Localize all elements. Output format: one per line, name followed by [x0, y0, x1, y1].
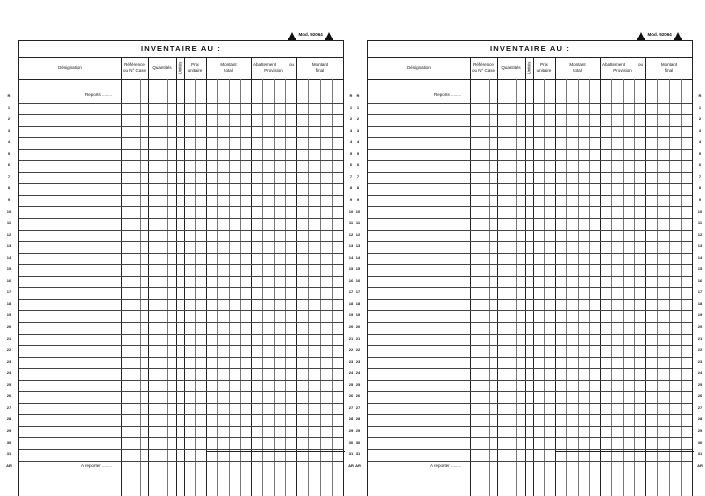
row-number-right: 9 — [698, 196, 702, 202]
row-number-right: 10 — [697, 208, 703, 214]
row-number-right: 5 — [349, 150, 353, 156]
totals-boxes — [555, 451, 694, 458]
row-number-right: 14 — [697, 254, 703, 260]
row-number-right: 23 — [348, 358, 354, 364]
row-number-right: 23 — [697, 358, 703, 364]
row-number-right: 29 — [348, 427, 354, 433]
ledger-page-left — [6, 0, 364, 496]
row-number-right: 30 — [348, 439, 354, 445]
row-number-right: 27 — [697, 404, 703, 410]
row-number-left: 19 — [6, 312, 12, 318]
table-row[interactable] — [368, 208, 692, 220]
table-row[interactable] — [19, 369, 343, 381]
row-number-left: 15 — [355, 266, 361, 272]
row-number-right: 12 — [697, 231, 703, 237]
binder-hole-icon — [289, 32, 295, 38]
table-row[interactable] — [19, 184, 343, 196]
row-number-right: 8 — [698, 185, 702, 191]
table-row[interactable] — [368, 173, 692, 185]
row-number-right: 16 — [697, 277, 703, 283]
row-number-left: 18 — [6, 300, 12, 306]
row-number-right: 1 — [698, 104, 702, 110]
row-number-left: 22 — [6, 347, 12, 353]
table-row[interactable] — [368, 415, 692, 427]
table-row[interactable] — [19, 138, 343, 150]
row-number-right: 5 — [698, 150, 702, 156]
row-number-right: 14 — [348, 254, 354, 260]
row-number-right: 19 — [348, 312, 354, 318]
row-number-right: 9 — [349, 196, 353, 202]
binder-hole-icon — [326, 32, 332, 38]
row-number-right: 20 — [348, 324, 354, 329]
header-unit: Unités — [526, 61, 532, 75]
table-row[interactable] — [19, 300, 343, 312]
table-row[interactable] — [368, 439, 692, 451]
table-row[interactable] — [368, 231, 692, 243]
header-designation: Désignation — [407, 65, 431, 70]
header-total-amount: Montant total — [569, 62, 586, 73]
row-number-right: 28 — [697, 416, 703, 422]
column-headers — [19, 57, 343, 80]
row-number-right: AR — [348, 462, 354, 468]
table-row[interactable] — [19, 288, 343, 300]
totals-box-divider — [251, 452, 252, 458]
table-row[interactable] — [368, 265, 692, 277]
header-total-amount: Montant total — [220, 62, 237, 73]
table-row[interactable] — [19, 208, 343, 220]
table-row[interactable] — [368, 138, 692, 150]
row-number-left: 11 — [355, 220, 361, 226]
table-row[interactable] — [19, 242, 343, 254]
page-title: INVENTAIRE AU : — [368, 41, 692, 58]
row-number-left: 25 — [6, 381, 12, 387]
row-number-left: 18 — [355, 300, 361, 306]
table-row[interactable] — [368, 462, 692, 474]
header-unit: Unités — [177, 61, 183, 75]
row-number-right: R — [698, 93, 702, 98]
row-number-left: 14 — [6, 254, 12, 260]
carry-forward-label: A reporter ........ — [430, 462, 462, 468]
table-row[interactable] — [368, 127, 692, 139]
inventory-table — [355, 40, 703, 496]
row-number-left: 6 — [7, 162, 11, 168]
row-number-left: 14 — [355, 254, 361, 260]
row-number-right: 26 — [348, 393, 354, 399]
table-row[interactable] — [19, 462, 343, 474]
row-number-left: 3 — [356, 127, 360, 133]
row-number-right: 13 — [697, 243, 703, 249]
table-row[interactable] — [19, 323, 343, 335]
form-reference — [287, 32, 334, 38]
row-number-right: 7 — [698, 173, 702, 179]
row-number-right: 4 — [349, 139, 353, 145]
row-number-right: 25 — [348, 381, 354, 387]
row-number-right: 21 — [697, 335, 703, 341]
row-number-right: 16 — [348, 277, 354, 283]
row-number-left: R — [356, 93, 360, 98]
row-number-right: 19 — [697, 312, 703, 318]
row-number-left: 10 — [355, 208, 361, 214]
row-number-right: 10 — [348, 208, 354, 214]
row-number-right: 4 — [698, 139, 702, 145]
row-number-left: 1 — [7, 104, 11, 110]
table-row[interactable] — [19, 231, 343, 243]
table-row[interactable] — [368, 335, 692, 347]
row-number-right: 2 — [349, 116, 353, 122]
row-number-left: 15 — [6, 266, 12, 272]
row-number-right: 30 — [697, 439, 703, 445]
row-number-left: 29 — [355, 427, 361, 433]
row-number-right: 1 — [349, 104, 353, 110]
table-row[interactable] — [19, 311, 343, 323]
row-number-right: 7 — [349, 173, 353, 179]
table-row[interactable] — [19, 127, 343, 139]
row-number-right: 31 — [348, 451, 354, 457]
binder-hole-icon — [675, 32, 681, 38]
row-number-right: 22 — [348, 347, 354, 353]
row-number-right: R — [349, 93, 353, 98]
row-number-left: 17 — [355, 289, 361, 295]
carry-forward-label: A reporter ........ — [81, 462, 113, 468]
table-row[interactable] — [19, 335, 343, 347]
row-number-right: 11 — [697, 220, 703, 226]
row-number-left: 11 — [6, 220, 12, 226]
row-number-left: 22 — [355, 347, 361, 353]
table-row[interactable] — [19, 346, 343, 358]
row-number-left: 23 — [355, 358, 361, 364]
row-number-left: 6 — [356, 162, 360, 168]
table-row[interactable] — [19, 254, 343, 266]
table-row[interactable] — [368, 196, 692, 208]
table-row[interactable] — [368, 184, 692, 196]
table-row[interactable] — [19, 150, 343, 162]
header-quantity: Quantités — [152, 65, 172, 70]
table-row[interactable] — [19, 173, 343, 185]
row-number-left: 8 — [7, 185, 11, 191]
binder-hole-icon — [638, 32, 644, 38]
row-number-left: 5 — [356, 150, 360, 156]
row-number-left: 19 — [355, 312, 361, 318]
form-reference — [636, 32, 683, 38]
row-number-left: 21 — [355, 335, 361, 341]
header-designation: Désignation — [58, 65, 82, 70]
row-number-left: 9 — [7, 196, 11, 202]
row-number-left: 29 — [6, 427, 12, 433]
table-row[interactable] — [368, 104, 692, 116]
row-number-left: 17 — [6, 289, 12, 295]
row-number-left: 23 — [6, 358, 12, 364]
row-number-right: 13 — [348, 243, 354, 249]
row-number-right: 28 — [348, 416, 354, 422]
row-number-right: 27 — [348, 404, 354, 410]
table-row[interactable] — [19, 104, 343, 116]
row-number-right: 2 — [698, 116, 702, 122]
table-row[interactable] — [368, 277, 692, 289]
row-number-left: 4 — [356, 139, 360, 145]
form-reference-text: Mod. 92064 — [647, 32, 672, 38]
header-reference: Référence ou N° Case — [471, 62, 496, 73]
row-number-right: 21 — [348, 335, 354, 341]
table-row[interactable] — [368, 150, 692, 162]
column-headers — [368, 57, 692, 80]
row-number-left: 12 — [355, 231, 361, 237]
row-number-right: 6 — [698, 162, 702, 168]
totals-box-divider — [296, 452, 297, 458]
row-number-left: 3 — [7, 127, 11, 133]
row-number-left: 4 — [7, 139, 11, 145]
row-number-left: 7 — [7, 173, 11, 179]
totals-boxes — [206, 451, 345, 458]
table-row[interactable] — [19, 439, 343, 451]
row-number-left: 28 — [6, 416, 12, 422]
header-final-amount: Montant final — [311, 62, 329, 73]
row-number-right: 6 — [349, 162, 353, 168]
row-number-right: 29 — [697, 427, 703, 433]
row-number-left: 26 — [6, 393, 12, 399]
row-number-left: 16 — [6, 277, 12, 283]
reports-label: Reports ........ — [434, 92, 462, 97]
header-unit-price: Prix unitaire — [536, 62, 552, 73]
header-final-amount: Montant final — [660, 62, 678, 73]
row-number-right: 31 — [697, 451, 703, 457]
table-row[interactable] — [368, 115, 692, 127]
row-number-left: AR — [355, 462, 361, 468]
row-number-right: 15 — [348, 266, 354, 272]
table-row[interactable] — [368, 346, 692, 358]
row-number-left: 12 — [6, 231, 12, 237]
table-row[interactable] — [19, 161, 343, 173]
table-row[interactable] — [368, 300, 692, 312]
row-number-left: R — [7, 93, 11, 98]
row-number-right: 18 — [697, 300, 703, 306]
row-number-left: 30 — [6, 439, 12, 445]
row-number-left: 13 — [355, 243, 361, 249]
row-number-left: 7 — [356, 173, 360, 179]
inventory-table — [6, 40, 354, 496]
table-row[interactable] — [368, 242, 692, 254]
row-number-right: 8 — [349, 185, 353, 191]
table-row[interactable] — [19, 358, 343, 370]
table-row[interactable] — [368, 92, 692, 104]
table-row[interactable] — [368, 392, 692, 404]
reports-label: Reports ........ — [85, 92, 113, 97]
row-number-left: 16 — [355, 277, 361, 283]
row-number-right: 18 — [348, 300, 354, 306]
row-number-left: 5 — [7, 150, 11, 156]
ledger-page-right — [355, 0, 705, 496]
row-number-right: 22 — [697, 347, 703, 353]
row-number-left: 27 — [6, 404, 12, 410]
totals-box-divider — [600, 452, 601, 458]
header-quantity: Quantités — [501, 65, 521, 70]
form-reference-text: Mod. 92064 — [298, 32, 323, 38]
row-number-right: 15 — [697, 266, 703, 272]
row-number-right: 25 — [697, 381, 703, 387]
row-number-left: 10 — [6, 208, 12, 214]
table-row[interactable] — [368, 358, 692, 370]
row-number-right: 11 — [348, 220, 354, 226]
header-reference: Référence ou N° Case — [122, 62, 147, 73]
table-row[interactable] — [368, 427, 692, 439]
row-number-left: 30 — [355, 439, 361, 445]
row-number-left: 1 — [356, 104, 360, 110]
row-number-left: 21 — [6, 335, 12, 341]
table-row[interactable] — [19, 92, 343, 104]
table-row[interactable] — [368, 369, 692, 381]
table-row[interactable] — [19, 427, 343, 439]
row-number-right: 24 — [697, 370, 703, 376]
header-abatement: Abattement ou Provision — [253, 62, 294, 73]
table-row[interactable] — [368, 161, 692, 173]
table-row[interactable] — [19, 415, 343, 427]
table-row[interactable] — [19, 277, 343, 289]
row-number-left: 9 — [356, 196, 360, 202]
row-number-left: 31 — [355, 451, 361, 457]
table-row[interactable] — [19, 392, 343, 404]
row-number-left: 26 — [355, 393, 361, 399]
table-row[interactable] — [368, 381, 692, 393]
table-row[interactable] — [19, 196, 343, 208]
table-row[interactable] — [19, 404, 343, 416]
row-number-left: 28 — [355, 416, 361, 422]
row-number-right: 3 — [349, 127, 353, 133]
row-number-left: AR — [6, 462, 12, 468]
page-title: INVENTAIRE AU : — [19, 41, 343, 58]
table-row[interactable] — [19, 381, 343, 393]
table-row[interactable] — [368, 288, 692, 300]
row-number-right: 17 — [697, 289, 703, 295]
row-number-left: 24 — [355, 370, 361, 376]
row-number-left: 31 — [6, 451, 12, 457]
table-row[interactable] — [19, 265, 343, 277]
row-number-right: 17 — [348, 289, 354, 295]
row-number-left: 20 — [355, 324, 361, 329]
row-number-left: 20 — [6, 324, 12, 329]
row-number-right: 3 — [698, 127, 702, 133]
table-row[interactable] — [368, 311, 692, 323]
row-number-left: 8 — [356, 185, 360, 191]
row-number-left: 2 — [356, 116, 360, 122]
row-number-left: 24 — [6, 370, 12, 376]
table-row[interactable] — [368, 219, 692, 231]
row-number-right: 20 — [697, 324, 703, 329]
table-row[interactable] — [368, 323, 692, 335]
header-unit-price: Prix unitaire — [187, 62, 203, 73]
row-number-left: 13 — [6, 243, 12, 249]
table-row[interactable] — [19, 115, 343, 127]
totals-box-divider — [645, 452, 646, 458]
header-abatement: Abattement ou Provision — [602, 62, 643, 73]
row-number-right: 24 — [348, 370, 354, 376]
row-number-right: AR — [697, 462, 703, 468]
row-number-left: 27 — [355, 404, 361, 410]
row-number-right: 12 — [348, 231, 354, 237]
row-number-left: 2 — [7, 116, 11, 122]
row-number-right: 26 — [697, 393, 703, 399]
row-number-left: 25 — [355, 381, 361, 387]
table-row[interactable] — [19, 219, 343, 231]
table-row[interactable] — [368, 254, 692, 266]
table-row[interactable] — [368, 404, 692, 416]
